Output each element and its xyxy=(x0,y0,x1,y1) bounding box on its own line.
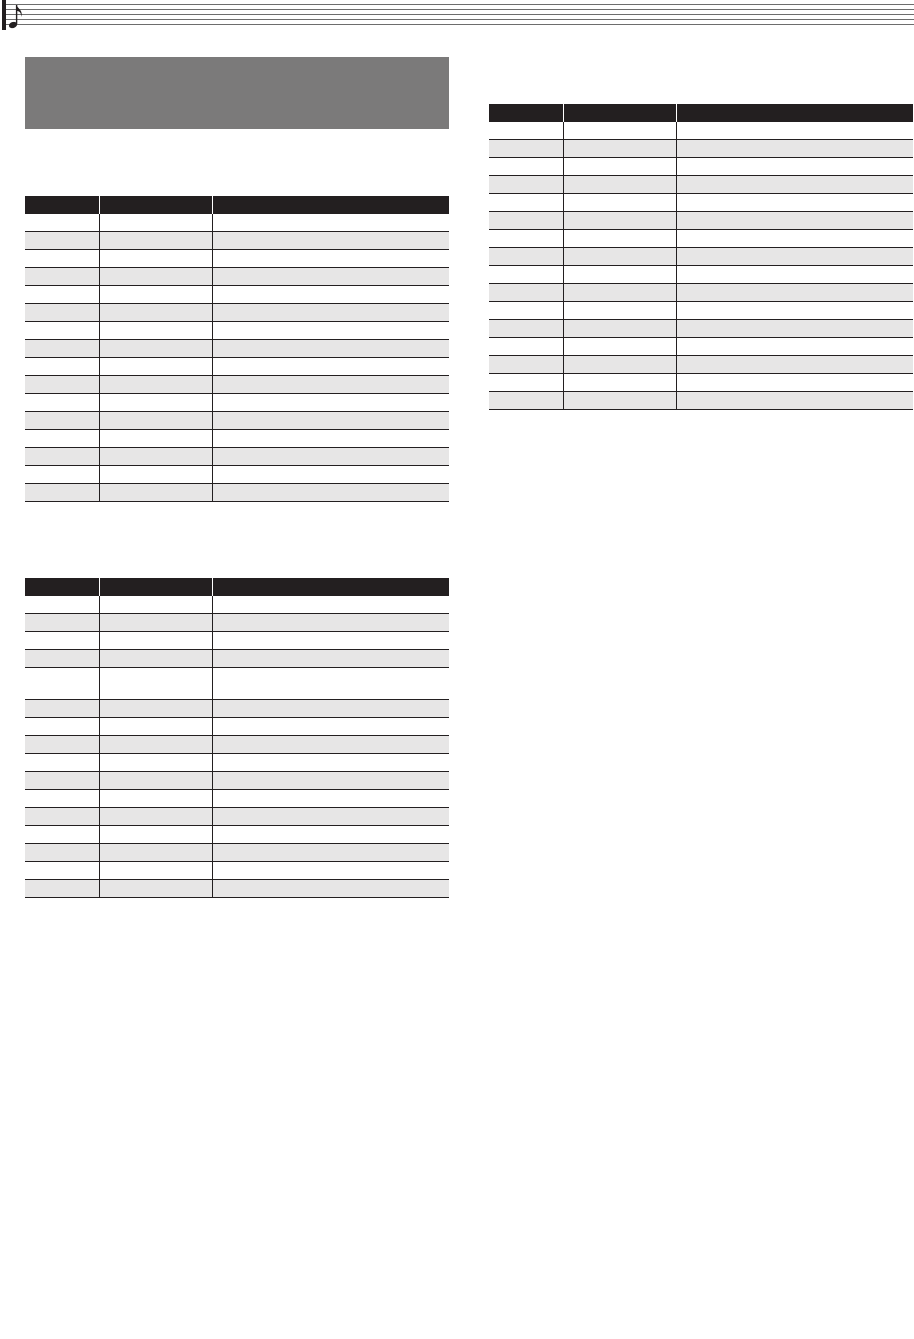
table-row xyxy=(25,376,449,394)
table-row xyxy=(25,484,449,502)
table-header-row xyxy=(25,196,449,214)
table-row xyxy=(489,194,913,212)
staff-line xyxy=(6,9,914,10)
table-row xyxy=(489,302,913,320)
table-row xyxy=(25,250,449,268)
table-header-cell xyxy=(25,196,99,214)
table-row xyxy=(489,212,913,230)
table-row xyxy=(25,322,449,340)
staff-line xyxy=(6,24,914,25)
table-header-cell xyxy=(563,104,676,122)
table-row xyxy=(25,632,449,650)
staff-line xyxy=(6,14,914,15)
eighth-note-icon xyxy=(6,2,26,30)
table-row xyxy=(489,374,913,392)
table-row xyxy=(25,772,449,790)
table-header-cell xyxy=(25,578,99,596)
table-header-cell xyxy=(99,196,212,214)
table-row xyxy=(25,430,449,448)
table-row xyxy=(25,394,449,412)
table-row xyxy=(25,844,449,862)
table-row xyxy=(489,140,913,158)
table-row xyxy=(25,668,449,700)
table-row xyxy=(25,650,449,668)
table-row xyxy=(489,392,913,410)
staff-line xyxy=(6,4,914,5)
table-row xyxy=(25,862,449,880)
table-row xyxy=(489,338,913,356)
table-row xyxy=(489,320,913,338)
table-row xyxy=(489,158,913,176)
table-row xyxy=(489,122,913,140)
table-row xyxy=(489,356,913,374)
table-row xyxy=(489,176,913,194)
table-row xyxy=(25,466,449,484)
table-row xyxy=(25,880,449,898)
table-row xyxy=(25,826,449,844)
table-left-top xyxy=(25,196,449,502)
table-row xyxy=(25,790,449,808)
music-staff-header xyxy=(0,0,914,30)
table-header-cell xyxy=(212,578,449,596)
table-row xyxy=(489,266,913,284)
table-row xyxy=(25,232,449,250)
table-row xyxy=(25,268,449,286)
table-header-cell xyxy=(99,578,212,596)
table-row xyxy=(25,596,449,614)
table-row xyxy=(489,230,913,248)
table-row xyxy=(25,754,449,772)
table-right xyxy=(489,104,913,410)
table-header-cell xyxy=(676,104,913,122)
table-left-bottom xyxy=(25,578,449,898)
table-row xyxy=(25,412,449,430)
table-row xyxy=(25,340,449,358)
table-row xyxy=(25,304,449,322)
table-row xyxy=(25,214,449,232)
table-header-cell xyxy=(212,196,449,214)
table-header-row xyxy=(25,578,449,596)
table-row xyxy=(25,614,449,632)
staff-line xyxy=(6,19,914,20)
table-row xyxy=(25,718,449,736)
table-row xyxy=(25,736,449,754)
section-banner xyxy=(25,57,449,129)
table-header-cell xyxy=(489,104,563,122)
table-row xyxy=(489,248,913,266)
table-row xyxy=(489,284,913,302)
table-row xyxy=(25,286,449,304)
table-row xyxy=(25,700,449,718)
table-row xyxy=(25,358,449,376)
table-header-row xyxy=(489,104,913,122)
table-row xyxy=(25,808,449,826)
table-row xyxy=(25,448,449,466)
